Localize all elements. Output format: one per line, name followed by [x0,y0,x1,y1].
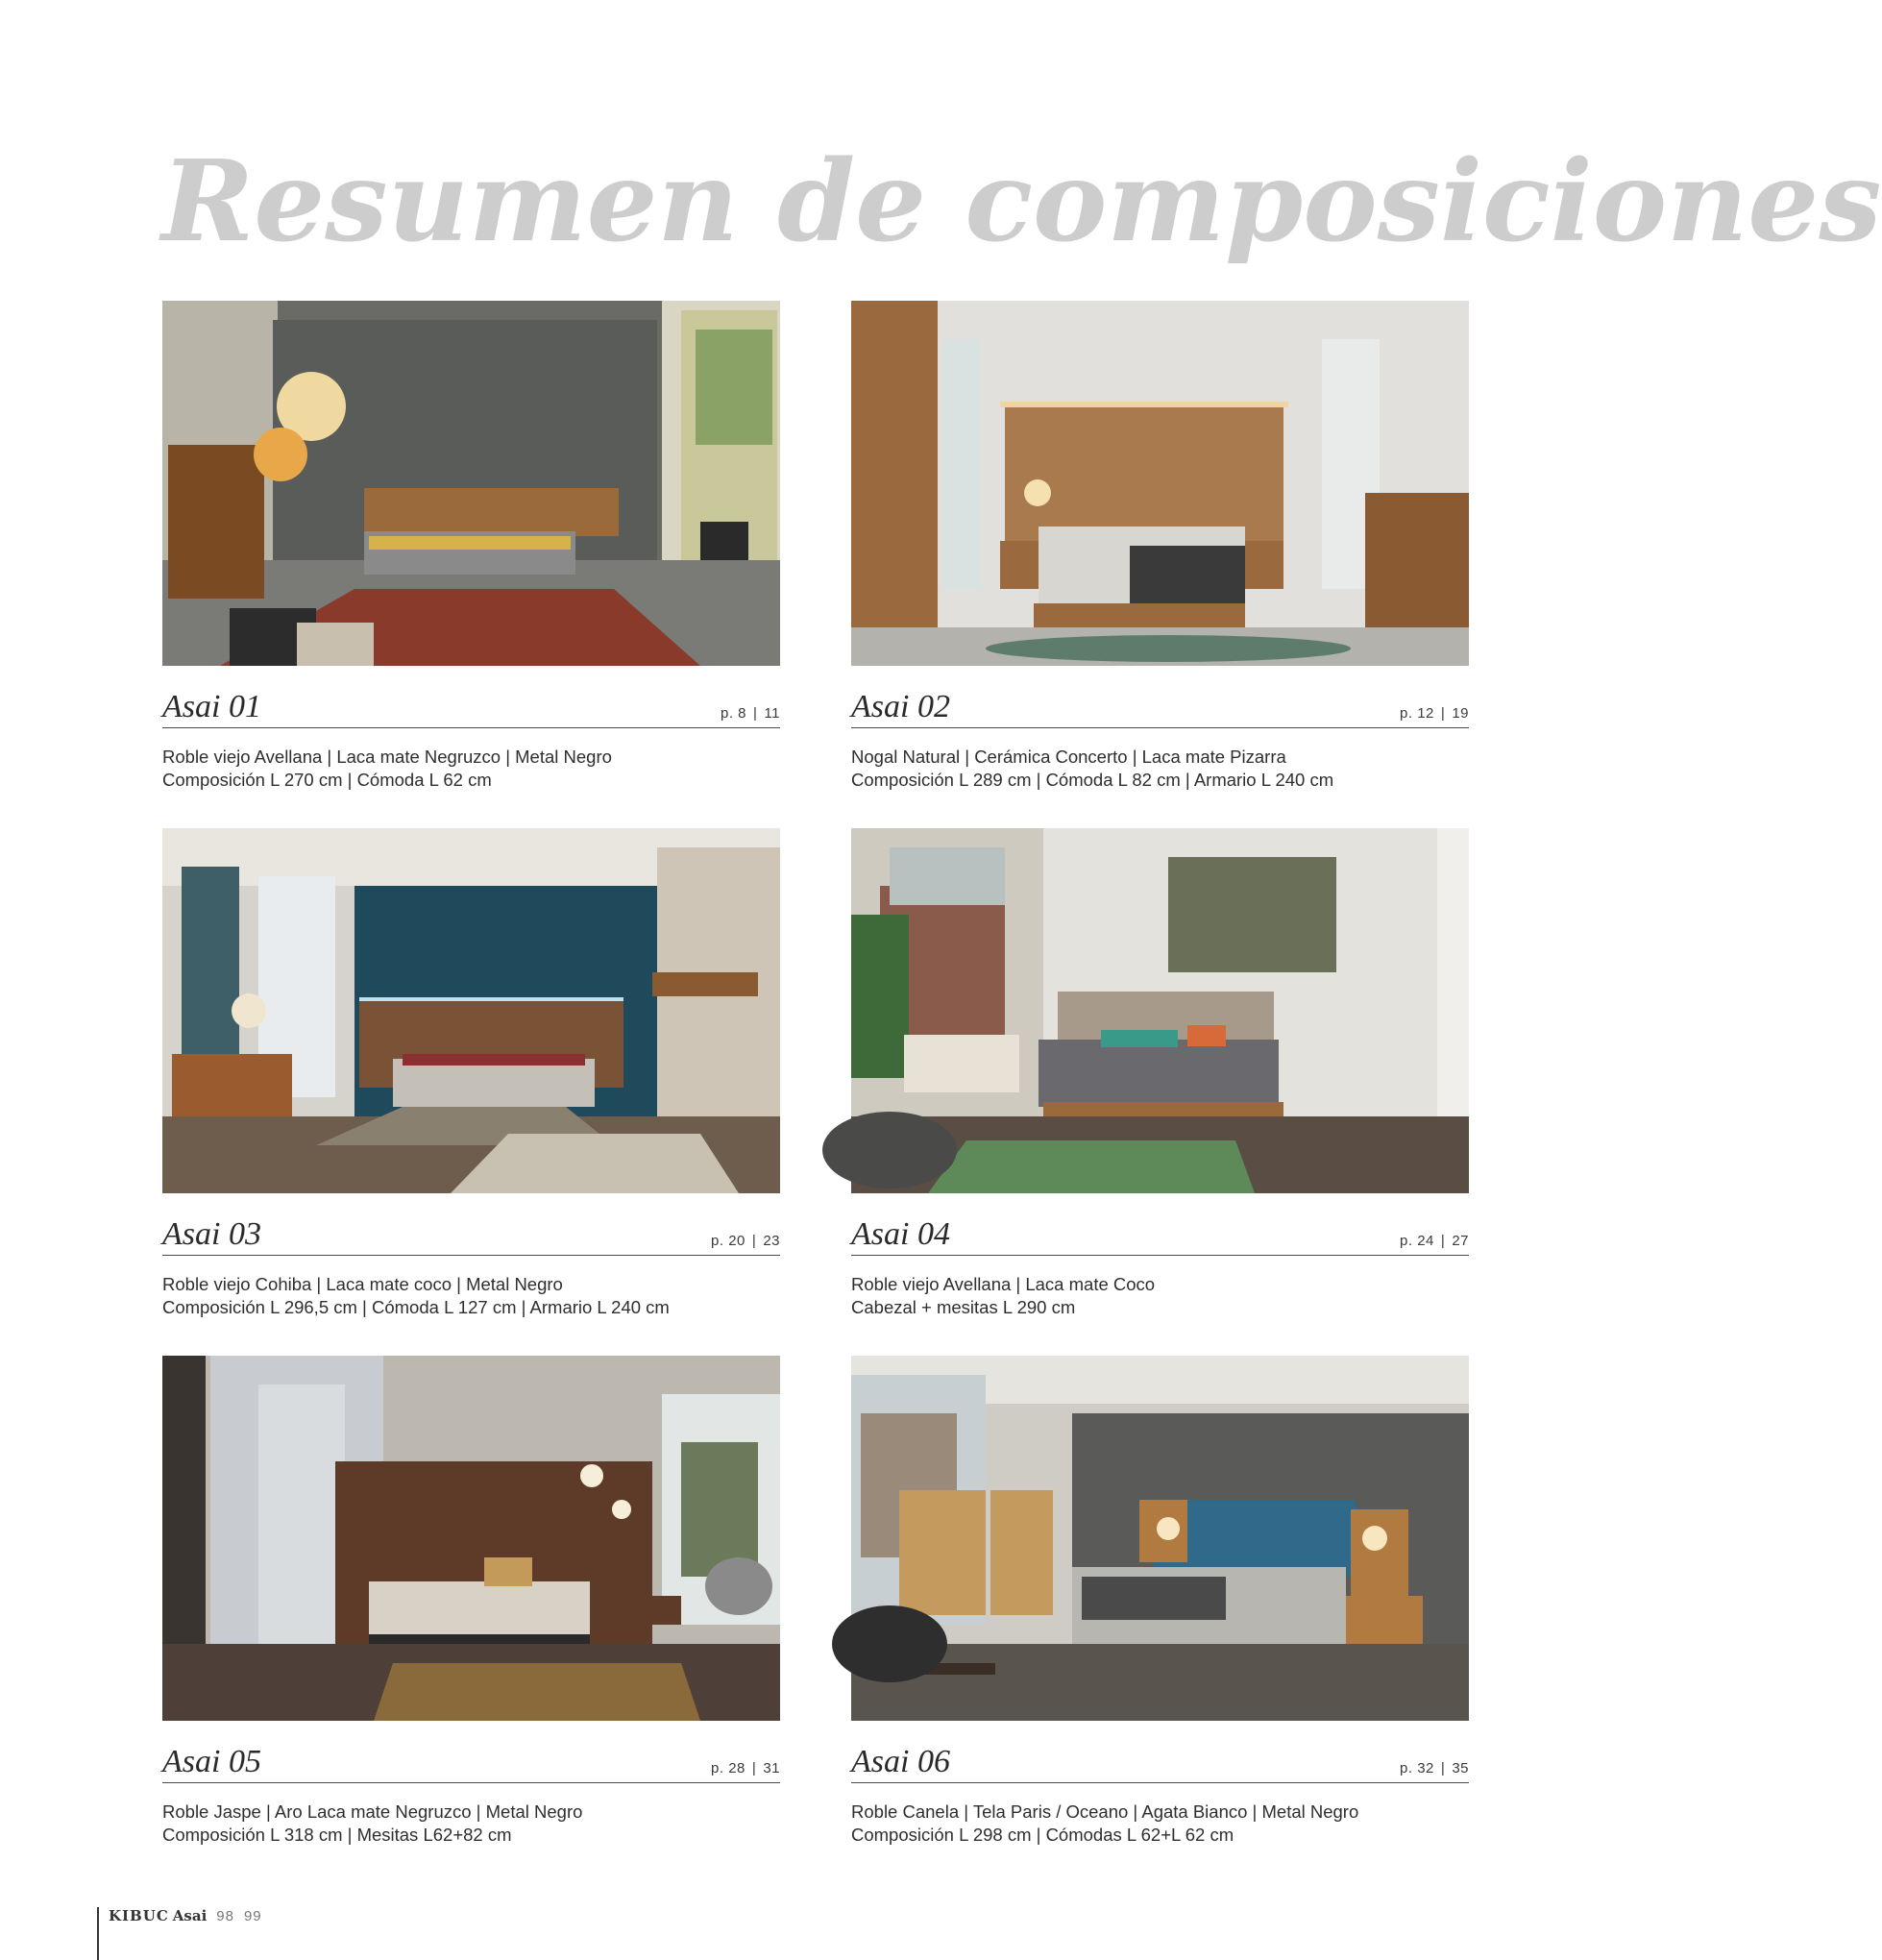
spec-materials: Roble viejo Cohiba | Laca mate coco | Metal Negro [162,1274,563,1294]
composition-specs [851,746,1469,792]
composition-specs [162,1801,780,1847]
page-separator: | [1440,705,1446,722]
page-footer [97,1907,262,1960]
composition-card-asai-02[interactable] [851,301,1469,792]
composition-card-asai-06[interactable] [851,1356,1469,1847]
collection-name: Asai [172,1907,208,1924]
page-to: 19 [1452,705,1469,722]
brand-logo: KIBUC [109,1907,169,1924]
page-title: Resumen de composiciones [161,136,1882,267]
page-reference [1400,1233,1469,1249]
spec-dimensions: Cabezal + mesitas L 290 cm [851,1297,1076,1317]
composition-card-asai-04[interactable] [851,828,1469,1319]
page-number-right: 99 [243,1908,262,1924]
composition-photo[interactable] [851,301,1469,666]
composition-specs [851,1801,1469,1847]
page-from: p. 8 [720,705,747,722]
page-from: p. 20 [711,1233,745,1249]
page-separator: | [1440,1233,1446,1249]
spec-dimensions: Composición L 296,5 cm | Cómoda L 127 cm | Armario L 240 cm [162,1297,670,1317]
page-separator: | [1440,1760,1446,1776]
composition-heading [162,1205,780,1256]
spec-dimensions: Composición L 289 cm | Cómoda L 82 cm | Armario L 240 cm [851,770,1334,790]
page-to: 31 [763,1760,780,1776]
composition-photo[interactable] [851,828,1469,1193]
composition-name: Asai 03 [162,1216,261,1252]
page-reference [1400,1760,1469,1776]
page-separator: | [751,1233,757,1249]
composition-name: Asai 01 [162,689,261,724]
spec-dimensions: Composición L 318 cm | Mesitas L62+82 cm [162,1825,512,1845]
composition-card-asai-01[interactable] [162,301,780,792]
composition-photo[interactable] [851,1356,1469,1721]
page-reference [711,1760,780,1776]
spec-materials: Nogal Natural | Cerámica Concerto | Laca mate Pizarra [851,747,1286,767]
page-to: 11 [764,705,780,722]
spec-materials: Roble viejo Avellana | Laca mate Coco [851,1274,1156,1294]
composition-name: Asai 04 [851,1216,950,1252]
composition-heading [162,677,780,728]
composition-heading [851,1205,1469,1256]
page-to: 35 [1452,1760,1469,1776]
page-reference [711,1233,780,1249]
page-from: p. 32 [1400,1760,1434,1776]
spec-dimensions: Composición L 270 cm | Cómoda L 62 cm [162,770,492,790]
composition-photo[interactable] [162,828,780,1193]
composition-card-asai-05[interactable] [162,1356,780,1847]
composition-heading [851,1732,1469,1783]
page-separator: | [751,1760,757,1776]
spec-materials: Roble Canela | Tela Paris / Oceano | Agata Bianco | Metal Negro [851,1801,1359,1822]
spec-dimensions: Composición L 298 cm | Cómodas L 62+L 62 cm [851,1825,1234,1845]
page-to: 27 [1452,1233,1469,1249]
page-to: 23 [763,1233,780,1249]
page-from: p. 24 [1400,1233,1434,1249]
spec-materials: Roble Jaspe | Aro Laca mate Negruzco | Metal Negro [162,1801,583,1822]
page-from: p. 12 [1400,705,1434,722]
composition-photo[interactable] [162,301,780,666]
spec-materials: Roble viejo Avellana | Laca mate Negruzco | Metal Negro [162,747,612,767]
composition-specs [851,1273,1469,1319]
page-number-left: 98 [216,1908,234,1924]
composition-specs [162,746,780,792]
composition-heading [851,677,1469,728]
composition-photo[interactable] [162,1356,780,1721]
composition-name: Asai 02 [851,689,950,724]
page-from: p. 28 [711,1760,745,1776]
page-reference [721,705,780,722]
page-reference [1400,705,1469,722]
page-separator: | [753,705,758,722]
composition-card-asai-03[interactable] [162,828,780,1319]
composition-specs [162,1273,780,1319]
composition-heading [162,1732,780,1783]
composition-name: Asai 05 [162,1744,261,1779]
composition-name: Asai 06 [851,1744,950,1779]
